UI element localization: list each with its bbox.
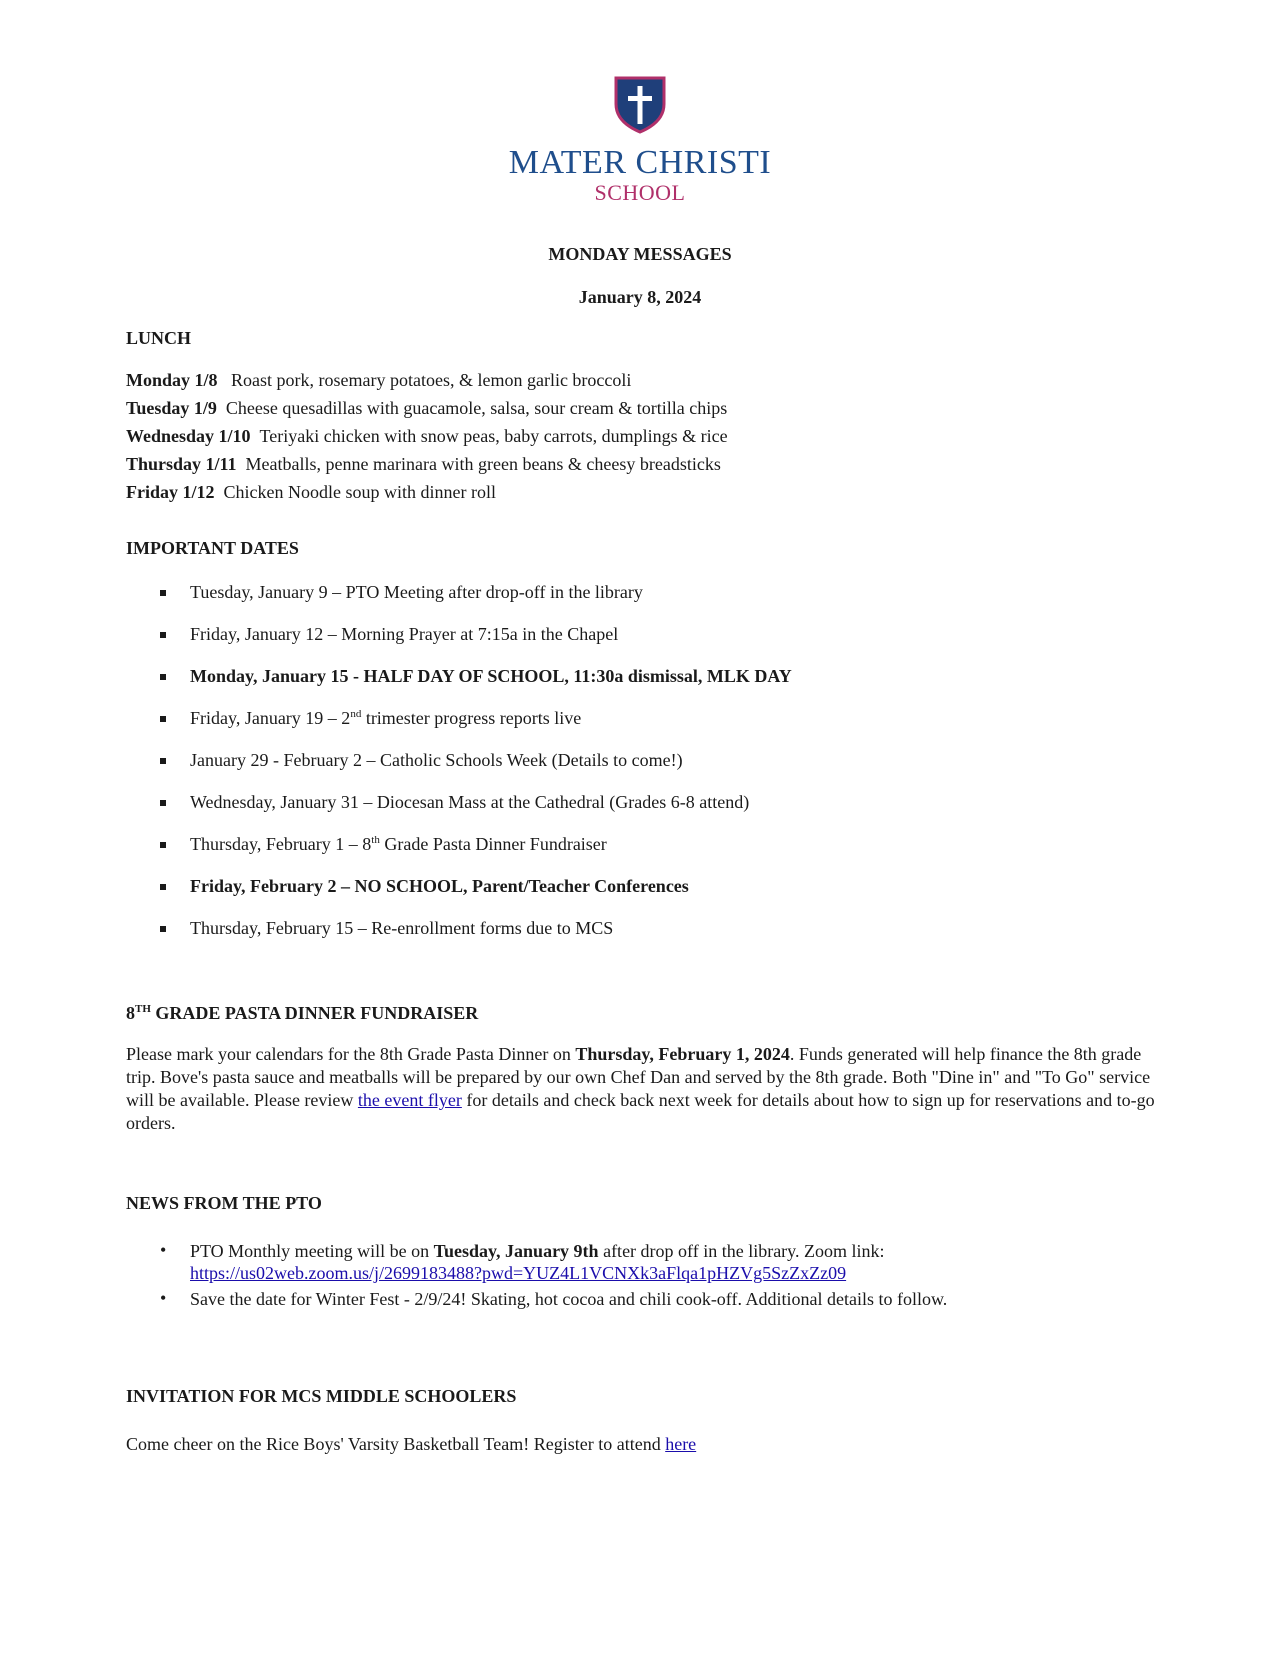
event-flyer-link[interactable]: the event flyer [357,1090,462,1110]
lunch-day: Wednesday 1/10 [126,426,251,446]
page-title: MONDAY MESSAGES [548,244,732,264]
lunch-meal: Teriyaki chicken with snow peas, baby carrots, dumplings & rice [259,426,728,446]
lunch-row [126,454,721,475]
dates-heading: IMPORTANT DATES [126,538,299,558]
brand-subname: SCHOOL [594,180,686,205]
lunch-row [126,398,727,419]
shield-cross-icon [612,74,668,136]
invite-heading: INVITATION FOR MCS MIDDLE SCHOOLERS [126,1386,517,1406]
register-here-link[interactable]: here [665,1434,697,1454]
page-date: January 8, 2024 [578,287,702,307]
lunch-day: Friday 1/12 [126,482,215,502]
lunch-meal: Cheese quesadillas with guacamole, salsa, sour cream & tortilla chips [225,398,728,418]
bullet-dot-icon: • [160,1240,167,1260]
bullet-square-icon [160,800,166,806]
lunch-day: Thursday 1/11 [126,454,237,474]
lunch-day: Monday 1/8 [126,370,218,390]
lunch-meal: Roast pork, rosemary potatoes, & lemon garlic broccoli [231,370,632,390]
pasta-heading: 8TH GRADE PASTA DINNER FUNDRAISER [126,1003,479,1023]
invite-text: Come cheer on the Rice Boys' Varsity Basketball Team! Register to attend here [126,1434,697,1454]
lunch-row [126,370,631,391]
brand-name: MATER CHRISTI [508,144,772,181]
bullet-square-icon [160,674,166,680]
bullet-square-icon [160,926,166,932]
bullet-square-icon [160,632,166,638]
lunch-meal: Chicken Noodle soup with dinner roll [223,482,496,502]
zoom-link[interactable]: https://us02web.zoom.us/j/2699183488?pwd=YUZ4L1VCNXk3aFlqa1pHZVg5SzZxZz09 [190,1263,847,1283]
pto-heading: NEWS FROM THE PTO [126,1193,322,1213]
bullet-square-icon [160,716,166,722]
bullet-square-icon [160,758,166,764]
bullet-square-icon [160,884,166,890]
school-crest-logo [0,74,1280,136]
lunch-heading: LUNCH [126,328,192,348]
lunch-row [126,482,496,503]
lunch-meal: Meatballs, penne marinara with green beans & cheesy breadsticks [245,454,721,474]
lunch-row [126,426,728,447]
lunch-day: Tuesday 1/9 [126,398,217,418]
bullet-square-icon [160,590,166,596]
pasta-paragraph: Please mark your calendars for the 8th Grade Pasta Dinner on Thursday, February 1, 2024. Funds generated will help finance the 8th grade trip. Bove's pasta sauce and meatballs will be prepared by our own Chef Dan and served by the 8th grade. Both "Dine in" and "To Go" service will be available. Please review the event flyer for details and check back next week for details about how to sign up for reservations and to-go orders. [126,1044,1155,1133]
bullet-square-icon [160,842,166,848]
bullet-dot-icon: • [160,1288,167,1308]
